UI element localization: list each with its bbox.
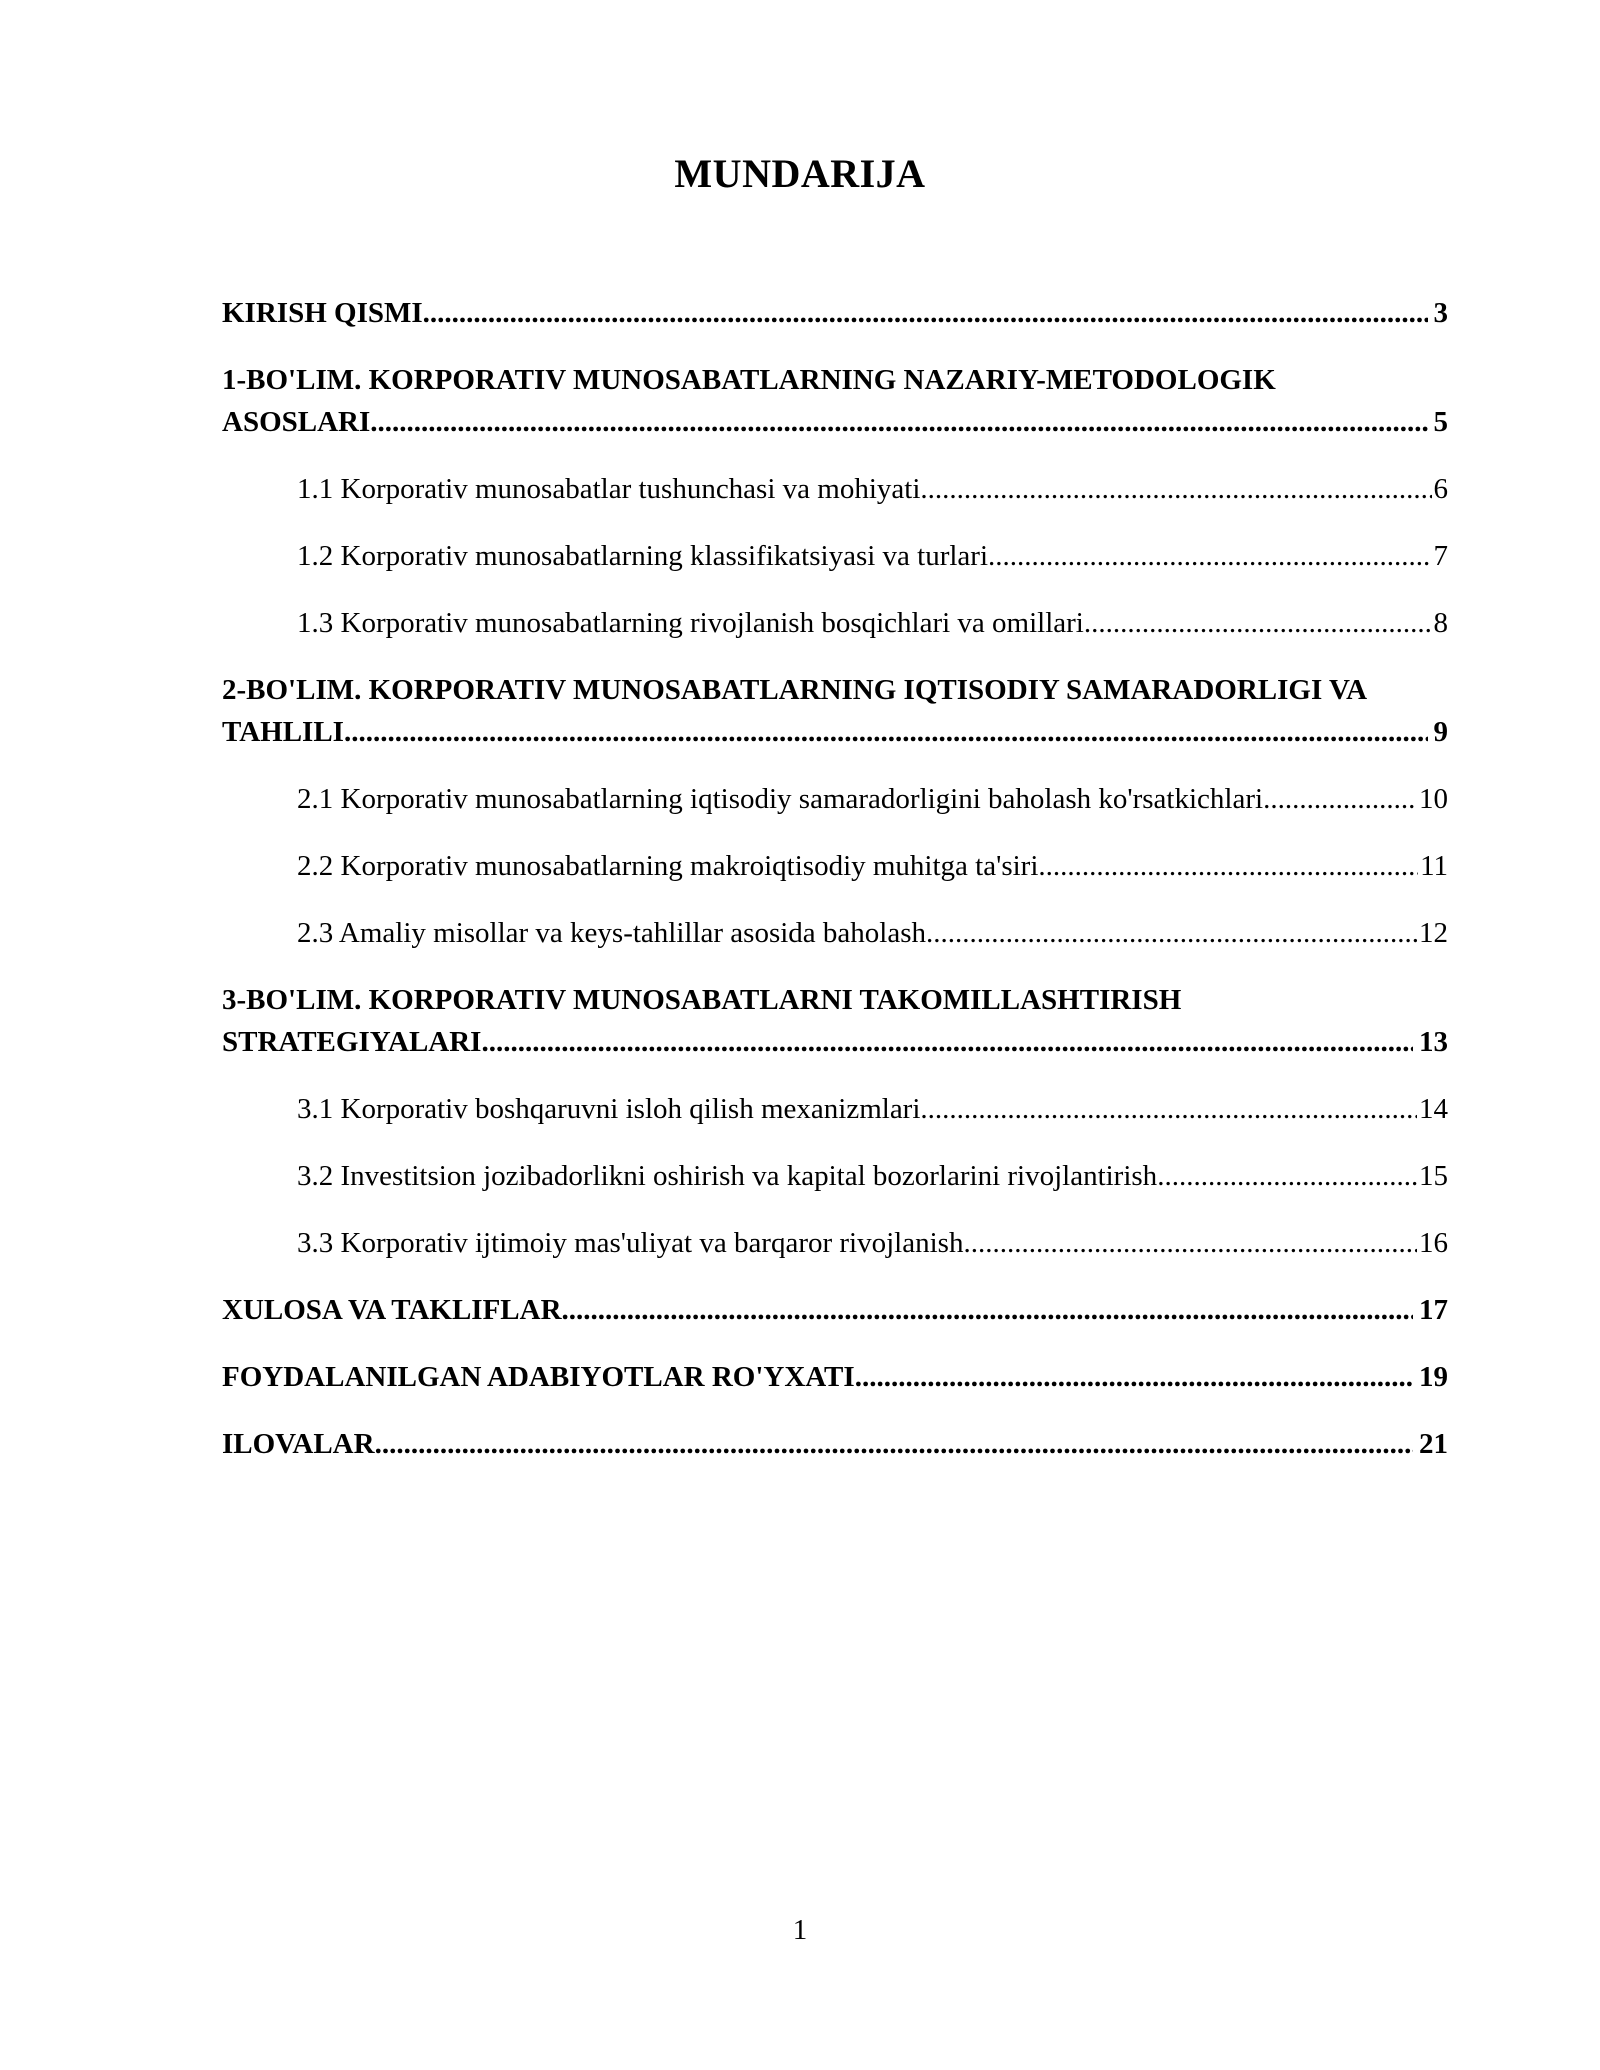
toc-leader-dots xyxy=(926,912,1417,954)
toc-entry-page: 9 xyxy=(1433,716,1448,748)
toc-entry-label: 1.2 Korporativ munosabatlarning klassifikatsiyasi va turlari xyxy=(297,540,989,572)
toc-entry-label: KIRISH QISMI xyxy=(222,297,423,329)
toc-entry-page: 13 xyxy=(1419,1026,1448,1058)
toc-entry-label: 2.3 Amaliy misollar va keys-tahlillar asosida baholash xyxy=(297,917,927,949)
toc-entry-label: XULOSA VA TAKLIFLAR xyxy=(222,1294,562,1326)
toc-entry-kirish[interactable] xyxy=(222,292,1448,334)
toc-entry-adabiyotlar[interactable] xyxy=(222,1356,1448,1398)
toc-leader-dots xyxy=(481,1021,1413,1063)
page-title: MUNDARIJA xyxy=(674,151,926,196)
toc-leader-dots xyxy=(1157,1155,1417,1197)
toc-entry-label: 2.2 Korporativ munosabatlarning makroiqtisodiy muhitga ta'siri xyxy=(297,850,1039,882)
toc-leader-dots xyxy=(855,1356,1413,1398)
toc-leader-dots xyxy=(370,401,1427,443)
toc-entry-1-3[interactable] xyxy=(297,602,1448,644)
toc-entry-3-1[interactable] xyxy=(297,1088,1448,1130)
toc-leader-dots xyxy=(1084,602,1432,644)
toc-entry-3-3[interactable] xyxy=(297,1222,1448,1264)
toc-entry-page: 6 xyxy=(1433,473,1448,505)
toc-entry-page: 5 xyxy=(1433,406,1448,438)
toc-entry-page: 16 xyxy=(1419,1227,1448,1259)
toc-entry-page: 21 xyxy=(1419,1428,1448,1460)
toc-leader-dots xyxy=(562,1289,1413,1331)
toc-entry-2-3[interactable] xyxy=(297,912,1448,954)
toc-entry-heading: 2-BO'LIM. KORPORATIV MUNOSABATLARNING IQTISODIY SAMARADORLIGI VA xyxy=(222,674,1368,706)
page-number: 1 xyxy=(792,1914,808,1946)
toc-entry-label: 1.3 Korporativ munosabatlarning rivojlanish bosqichlari va omillari xyxy=(297,607,1084,639)
toc-entry-label: 1.1 Korporativ munosabatlar tushunchasi va mohiyati xyxy=(297,473,921,505)
toc-leader-dots xyxy=(963,1222,1417,1264)
toc-entry-label: 2.1 Korporativ munosabatlarning iqtisodiy samaradorligini baholash ko'rsatkichlari xyxy=(297,783,1264,815)
toc-entry-1-1[interactable] xyxy=(297,468,1448,510)
toc-leader-dots xyxy=(423,292,1428,334)
toc-entry-label: TAHLILI xyxy=(222,716,344,748)
toc-leader-dots xyxy=(1038,845,1418,887)
toc-entry-page: 12 xyxy=(1419,917,1448,949)
toc-entry-label: ILOVALAR xyxy=(222,1428,375,1460)
toc-leader-dots xyxy=(1263,778,1417,820)
toc-entry-2-1[interactable] xyxy=(297,778,1448,820)
toc-entry-label: 3.3 Korporativ ijtimoiy mas'uliyat va barqaror rivojlanish xyxy=(297,1227,964,1259)
toc-leader-dots xyxy=(920,468,1431,510)
toc-entry-label: STRATEGIYALARI xyxy=(222,1026,482,1058)
toc-entry-page: 14 xyxy=(1419,1093,1448,1125)
toc-entry-heading: 1-BO'LIM. KORPORATIV MUNOSABATLARNING NAZARIY-METODOLOGIK xyxy=(222,364,1276,396)
toc-entry-page: 19 xyxy=(1419,1361,1448,1393)
toc-entry-2-2[interactable] xyxy=(297,845,1448,887)
toc-entry-label: ASOSLARI xyxy=(222,406,371,438)
toc-leader-dots xyxy=(920,1088,1417,1130)
toc-entry-heading: 3-BO'LIM. KORPORATIV MUNOSABATLARNI TAKOMILLASHTIRISH xyxy=(222,984,1182,1016)
toc-entry-ilovalar[interactable] xyxy=(222,1423,1448,1465)
toc-entry-page: 10 xyxy=(1419,783,1448,815)
table-of-contents xyxy=(222,292,1448,1490)
toc-entry-page: 15 xyxy=(1419,1160,1448,1192)
toc-leader-dots xyxy=(375,1423,1413,1465)
toc-entry-label: 3.1 Korporativ boshqaruvni isloh qilish mexanizmlari xyxy=(297,1093,921,1125)
toc-entry-chapter-2[interactable] xyxy=(222,669,1448,753)
toc-entry-3-2[interactable] xyxy=(297,1155,1448,1197)
toc-entry-page: 11 xyxy=(1420,850,1448,882)
toc-entry-page: 8 xyxy=(1433,607,1448,639)
toc-leader-dots xyxy=(344,711,1428,753)
toc-entry-chapter-3[interactable] xyxy=(222,979,1448,1063)
toc-entry-page: 17 xyxy=(1419,1294,1448,1326)
toc-entry-page: 7 xyxy=(1433,540,1448,572)
toc-entry-chapter-1[interactable] xyxy=(222,359,1448,443)
toc-leader-dots xyxy=(988,535,1431,577)
toc-entry-page: 3 xyxy=(1433,297,1448,329)
toc-entry-xulosa[interactable] xyxy=(222,1289,1448,1331)
toc-entry-1-2[interactable] xyxy=(297,535,1448,577)
toc-entry-label: 3.2 Investitsion jozibadorlikni oshirish va kapital bozorlarini rivojlantirish xyxy=(297,1160,1158,1192)
toc-entry-label: FOYDALANILGAN ADABIYOTLAR RO'YXATI xyxy=(222,1361,855,1393)
